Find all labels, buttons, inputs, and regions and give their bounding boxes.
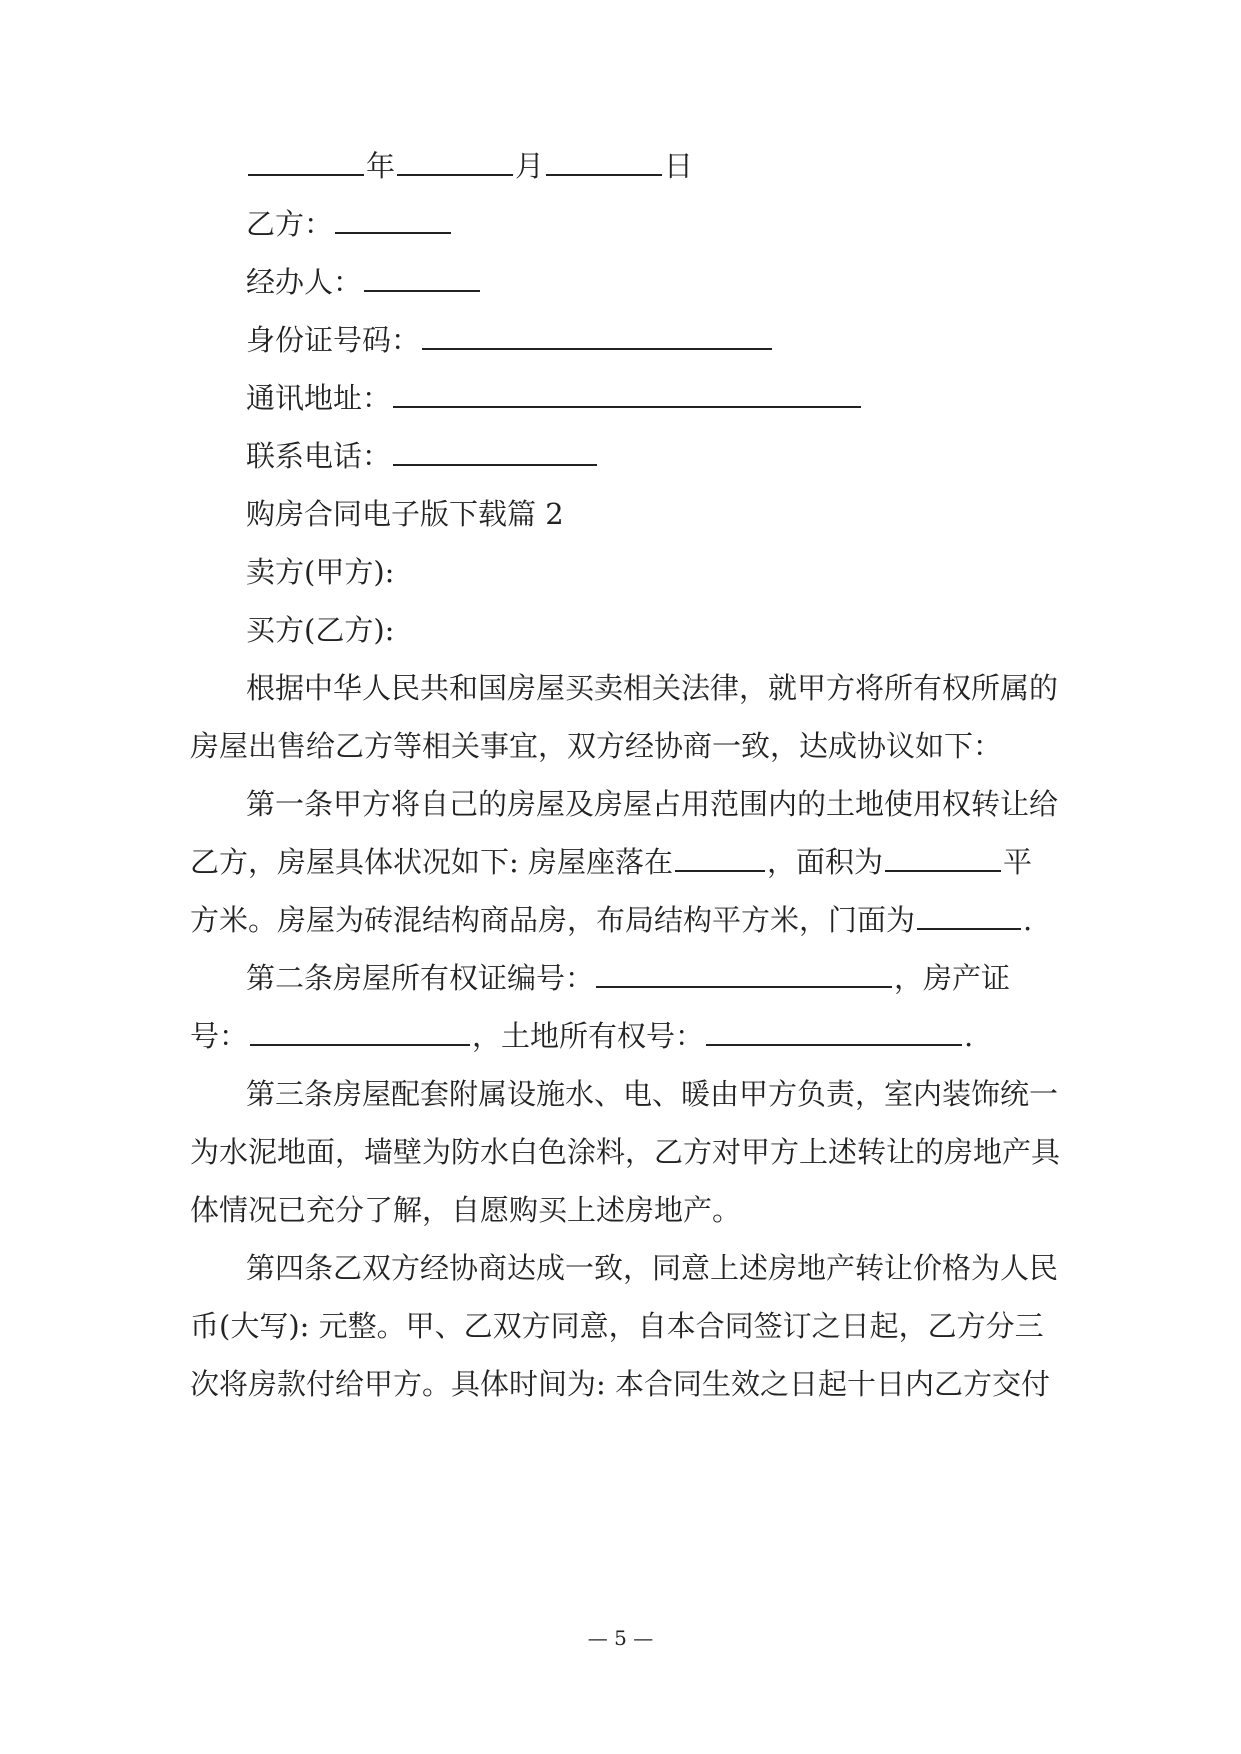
article-4-line-2: 币(大写): 元整。甲、乙双方同意，自本合同签订之日起，乙方分三 xyxy=(190,1309,1044,1343)
page-number: — 5 — xyxy=(587,1626,654,1650)
day-blank xyxy=(546,152,662,176)
ownership-cert-blank xyxy=(596,964,892,988)
agent-blank xyxy=(364,268,480,292)
article-3-line-3: 体情况已充分了解，自愿购买上述房地产。 xyxy=(190,1193,742,1227)
article-2-line-1: 第二条房屋所有权证编号： ，房产证 xyxy=(246,961,1011,995)
intro-line-2: 房屋出售给乙方等相关事宜，双方经协商一致，达成协议如下： xyxy=(190,729,1003,763)
article-1-line-2: 乙方，房屋具体状况如下: 房屋座落在 ，面积为 平 xyxy=(190,845,1033,879)
article-4-line-3: 次将房款付给甲方。具体时间为: 本合同生效之日起十日内乙方交付 xyxy=(190,1367,1050,1401)
land-title-blank xyxy=(706,1022,962,1046)
article-3-line-2: 为水泥地面，墙壁为防水白色涂料，乙方对甲方上述转让的房地产具 xyxy=(190,1135,1061,1169)
buyer-line: 买方(乙方): xyxy=(246,613,395,647)
date-line: 年 月 日 xyxy=(246,148,1126,184)
article-1-line-3: 方米。房屋为砖混结构商品房，布局结构平方米，门面为 . xyxy=(190,903,1033,937)
article-1-line-1: 第一条甲方将自己的房屋及房屋占用范围内的土地使用权转让给 xyxy=(246,787,1059,821)
article-4-line-1: 第四条乙双方经协商达成一致，同意上述房地产转让价格为人民 xyxy=(246,1251,1059,1285)
location-blank xyxy=(675,848,765,872)
phone-line: 联系电话： xyxy=(246,438,1126,474)
month-blank xyxy=(397,152,513,176)
article-3-line-1: 第三条房屋配套附属设施水、电、暖由甲方负责，室内装饰统一 xyxy=(246,1077,1059,1111)
article-2-line-2: 号： ，土地所有权号： . xyxy=(190,1019,974,1053)
intro-line-1: 根据中华人民共和国房屋买卖相关法律，就甲方将所有权所属的 xyxy=(246,671,1059,705)
area-blank xyxy=(885,848,1001,872)
address-blank xyxy=(393,384,861,408)
section-title: 购房合同电子版下载篇 2 xyxy=(246,497,564,531)
year-blank xyxy=(248,152,364,176)
id-number-blank xyxy=(422,326,772,350)
id-number-line: 身份证号码： xyxy=(246,322,1126,358)
phone-blank xyxy=(393,442,597,466)
party-b-blank xyxy=(335,210,451,234)
address-line: 通讯地址： xyxy=(246,380,1126,416)
agent-line: 经办人： xyxy=(246,264,1126,300)
party-b-line: 乙方： xyxy=(246,206,1126,242)
storefront-blank xyxy=(917,906,1021,930)
property-cert-blank xyxy=(250,1022,470,1046)
seller-line: 卖方(甲方): xyxy=(246,555,395,589)
